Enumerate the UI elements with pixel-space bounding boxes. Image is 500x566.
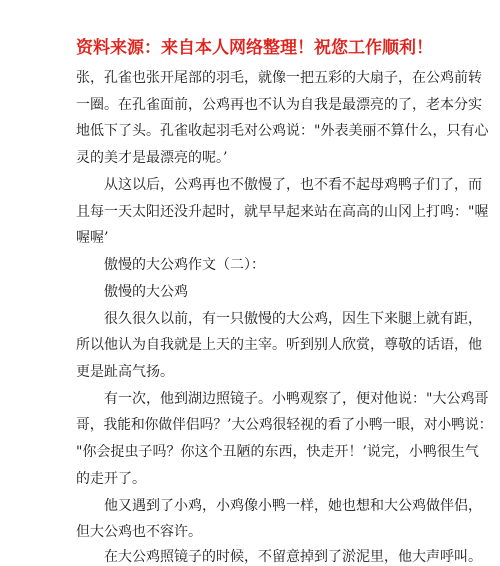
paragraph-first-line: 在大公鸡照镜子的时候，不留意掉到了淤泥里，他大声呼叫。 <box>104 549 482 565</box>
text-line: 且每一天太阳还没升起时，就早早起来站在高高的山冈上打鸣："喔 <box>76 204 489 220</box>
text-line: 哥，我能和你做伴侣吗？’大公鸡很轻视的看了小鸭一眼，对小鸭说： <box>76 417 493 433</box>
paragraph-first-line: 从这以后，公鸡再也不傲慢了，也不看不起母鸡鸭子们了，而 <box>104 177 482 193</box>
text-line: 张，孔雀也张开尾部的羽毛，就像一把五彩的大扇子，在公鸡前转 <box>76 70 482 86</box>
text-line: 所以他认为自我就是上天的主宰。听到别人欣赏，尊敬的话语，他 <box>76 337 482 353</box>
text-line: 一圈。在孔雀面前，公鸡再也不认为自我是最漂亮的了，老本分实 <box>76 97 482 113</box>
source-banner: 资料来源：来自本人网络整理！祝您工作顺利！ <box>76 38 433 58</box>
text-line: 更是趾高气扬。 <box>76 364 174 380</box>
paragraph-first-line: 他又遇到了小鸡，小鸡像小鸭一样，她也想和大公鸡做伴侣， <box>104 498 482 514</box>
section-heading: 傲慢的大公鸡作文（二）： <box>104 257 265 273</box>
text-line: 喔喔’ <box>76 230 109 246</box>
text-line: 但大公鸡也不容许。 <box>76 524 202 540</box>
paragraph-first-line: 有一次，他到湖边照镜子。小鸭观察了，便对他说："大公鸡哥 <box>104 391 489 407</box>
story-title: 傲慢的大公鸡 <box>104 284 188 300</box>
text-line: 灵的美才是最漂亮的呢。’ <box>76 150 228 166</box>
text-line: 的走开了。 <box>76 471 146 487</box>
text-line: "你会捉虫子吗？你这个丑陋的东西，快走开！’说完，小鸭很生气 <box>76 444 479 460</box>
text-line: 地低下了头。孔雀收起羽毛对公鸡说："外表美丽不算什么，只有心 <box>76 123 489 139</box>
paragraph-first-line: 很久很久以前，有一只傲慢的大公鸡，因生下来腿上就有距， <box>104 311 482 327</box>
